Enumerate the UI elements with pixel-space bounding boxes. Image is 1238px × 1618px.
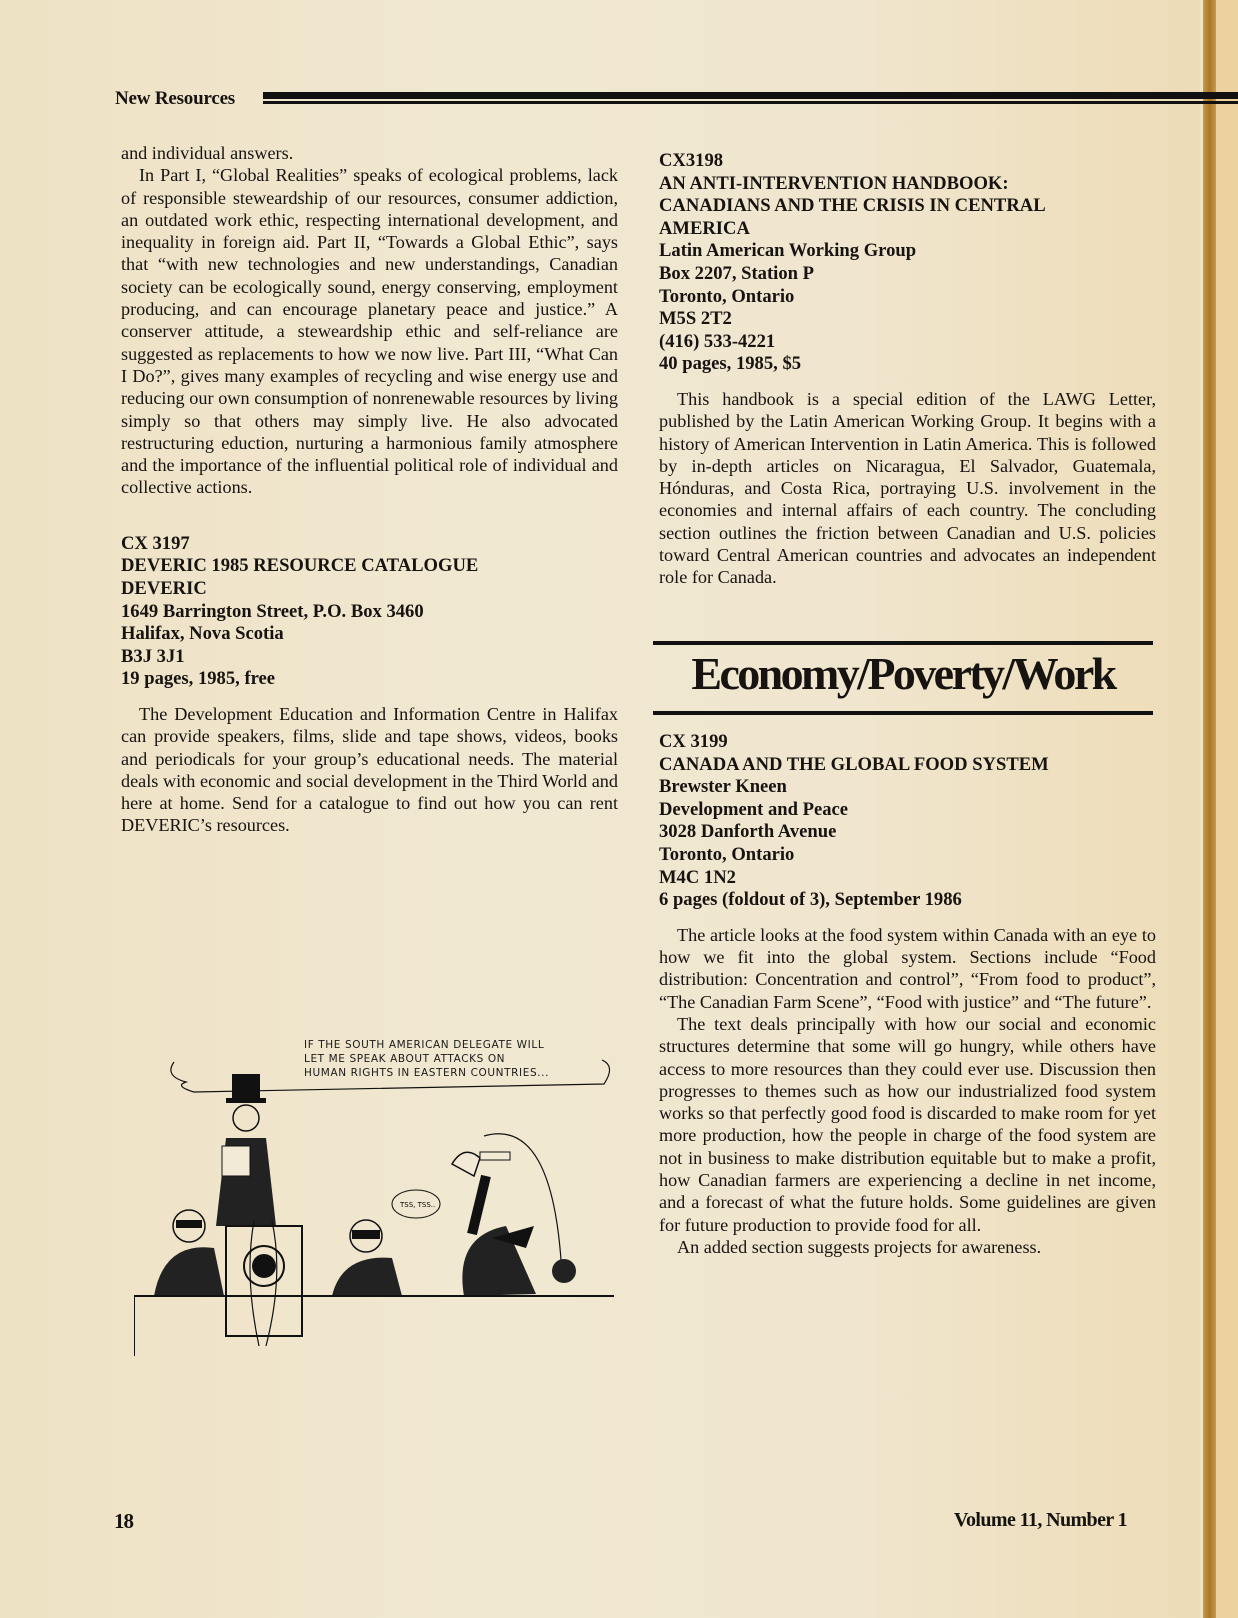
entry-title-line: AMERICA — [659, 217, 750, 239]
running-head-label: New Resources — [115, 88, 235, 109]
entry-description-paragraph: The article looks at the food system within Canada with an eye to how we fit into the global system. Sections include “Food distribution: Concentration and control”, “From food to product”, “The Canadian Farm Scene”, “Food with justice” and “The future”. — [659, 924, 1156, 1012]
entry-description: The Development Education and Information Centre in Halifax can provide speakers, films, slide and tape shows, videos, books and periodicals for your group’s educational needs. The material deals with economic and social development in the Third World and here at home. Send for a catalogue to find out how you can rent DEVERIC’s resources. — [121, 703, 618, 836]
continued-text-line: and individual answers. — [121, 143, 294, 163]
top-hat-icon — [232, 1074, 260, 1100]
entry-title-line: CANADIANS AND THE CRISIS IN CENTRAL — [659, 195, 1046, 217]
running-head — [115, 88, 1155, 112]
entry-details: 40 pages, 1985, $5 — [659, 353, 802, 375]
podium — [226, 1226, 302, 1336]
entry-code: CX3198 — [659, 150, 724, 171]
continued-text-paragraph: In Part I, “Global Realities” speaks of ecological problems, lack of responsible steweardship of our resources, consumer addiction, an outdated work ethic, respecting international development, and inequality in foreign aid. Part II, “Towards a Global Ethic”, says that “with new technologies and new understandings, Canadian society can be ecologically sound, energy conserving, employment producing, and can encourage planetary peace and justice.” A conserver attitude, a steweardship ethic and self-reliance are suggested as replacements to how we now live. Part III, “What Can I Do?”, gives many examples of recycling and wise energy use and reducing our own consumption of nonrenewable resources by living simply so that others may simply live. He also advocated restructuring eduction, nurturing a harmonious family atmosphere and the importance of the influential political role of individual and collective actions. — [121, 165, 618, 498]
axe-icon — [452, 1152, 480, 1176]
binding-spine — [1203, 0, 1216, 1618]
entry-description-paragraph: An added section suggests projects for awareness. — [677, 1236, 1042, 1257]
section-heading — [653, 641, 1153, 715]
entry-phone: (416) 533-4221 — [659, 330, 776, 352]
entry-publisher: DEVERIC — [121, 577, 207, 599]
entry-code: CX 3199 — [659, 731, 728, 752]
cartoon-caption-line: LET ME SPEAK ABOUT ATTACKS ON — [304, 1053, 506, 1065]
cartoon-drawing — [134, 1026, 614, 1356]
entry-header-cx3197 — [121, 533, 618, 691]
entry-header-cx3198 — [659, 150, 1156, 376]
entry-address: 1649 Barrington Street, P.O. Box 3460 — [121, 600, 424, 622]
speaker-head — [233, 1105, 259, 1131]
entry-title: CANADA AND THE GLOBAL FOOD SYSTEM — [659, 753, 1049, 775]
officer-arm — [472, 1176, 486, 1234]
section-title: Economy/Poverty/Work — [691, 648, 1115, 699]
cartoon-caption-line: IF THE SOUTH AMERICAN DELEGATE WILL — [304, 1039, 545, 1051]
running-head-rule-thick — [263, 92, 1238, 99]
entry-city: Halifax, Nova Scotia — [121, 623, 284, 645]
right-column-lower — [659, 731, 1156, 1258]
delegate-body — [332, 1258, 402, 1296]
entry-description-paragraph: The text deals principally with how our social and economic structures determine that some will go hungry, while others have access to more resources than they could ever use. Discussion then progresses to themes such as how our industrialized food system works so that perfectly good food is discarded to make room for yet more production, how the people in charge of the food system are not in business to make distribution equitable but to make a profit, how Canadian farmers are experiencing a decline in net income, and a forecast of what the future holds. Some guidelines are given for future production to provide food for all. — [659, 1013, 1156, 1235]
running-head-rule-thin — [263, 101, 1238, 104]
entry-title: DEVERIC 1985 RESOURCE CATALOGUE — [121, 555, 479, 577]
victim-head — [552, 1259, 576, 1283]
entry-header-cx3199 — [659, 731, 1156, 912]
entry-city: Toronto, Ontario — [659, 285, 795, 307]
right-column — [659, 150, 1156, 589]
issue-label: Volume 11, Number 1 — [954, 1509, 1128, 1531]
facing-page-edge — [1216, 0, 1238, 1618]
entry-address: Box 2207, Station P — [659, 262, 814, 284]
entry-title-line: AN ANTI-INTERVENTION HANDBOOK: — [659, 172, 1009, 194]
entry-description: This handbook is a special edition of the LAWG Letter, published by the Latin American Working Group. It begins with a history of American Intervention in Latin America. This is followed by in-depth articles on Nicaragua, El Salvador, Guatemala, Hónduras, and Costa Rica, portraying U.S. involvement in the economies and internal affairs of each country. The concluding section outlines the friction between Canadian and U.S. policies toward Central American countries and advocates an independent role for Canada. — [659, 388, 1156, 588]
small-bubble-text: TSS, TSS.. — [400, 1201, 436, 1209]
entry-code: CX 3197 — [121, 532, 190, 554]
entry-author: Brewster Kneen — [659, 776, 787, 798]
entry-details: 6 pages (foldout of 3), September 1986 — [659, 889, 962, 911]
entry-postal-code: M5S 2T2 — [659, 308, 732, 330]
entry-postal-code: B3J 3J1 — [121, 645, 185, 667]
page-number: 18 — [114, 1509, 133, 1533]
entry-details: 19 pages, 1985, free — [121, 668, 276, 690]
delegate-body — [154, 1247, 224, 1296]
entry-city: Toronto, Ontario — [659, 843, 795, 865]
left-column — [121, 142, 618, 837]
speech-paper — [222, 1146, 250, 1176]
entry-postal-code: M4C 1N2 — [659, 866, 736, 888]
entry-publisher: Latin American Working Group — [659, 240, 917, 262]
entry-address: 3028 Danforth Avenue — [659, 821, 837, 843]
political-cartoon — [134, 1026, 614, 1356]
cartoon-caption-line: HUMAN RIGHTS IN EASTERN COUNTRIES... — [304, 1067, 550, 1079]
entry-publisher: Development and Peace — [659, 798, 848, 820]
